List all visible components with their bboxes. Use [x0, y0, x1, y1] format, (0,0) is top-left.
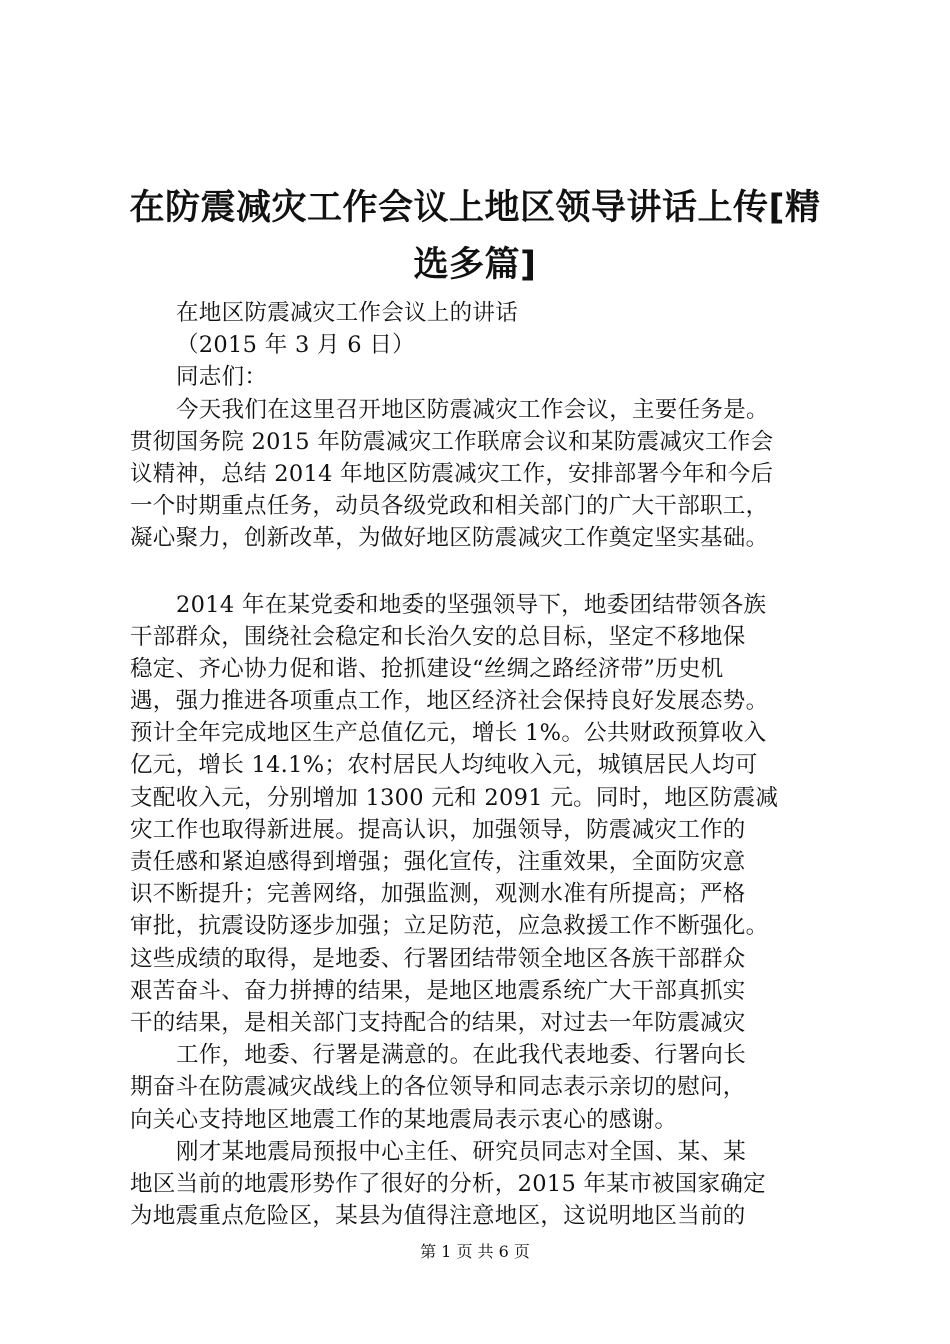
paragraph-2-line: 遇，强力推进各项重点工作，地区经济社会保持良好发展态势。: [130, 688, 769, 715]
paragraph-3-line: 期奋斗在防震减灾战线上的各位领导和同志表示亲切的慰问，: [130, 1074, 746, 1101]
paragraph-2-line: 预计全年完成地区生产总值亿元，增长 1%。公共财政预算收入: [130, 720, 767, 747]
title-line-2: 选多篇]: [413, 245, 537, 285]
paragraph-4-line: 刚才某地震局预报中心主任、研究员同志对全国、某、某: [176, 1138, 747, 1165]
paragraph-spacer: [130, 555, 850, 589]
document-body: [130, 297, 850, 1232]
paragraph-2-line: 责任感和紧迫感得到增强；强化宣传，注重效果，全面防灾意: [130, 849, 746, 875]
paragraph-2-line: 识不断提升；完善网络，加强监测，观测水准有所提高；严格: [130, 881, 746, 908]
paragraph-1-line: 凝心聚力，创新改革，为做好地区防震减灾工作奠定坚实基础。: [130, 525, 769, 552]
paragraph-2-line: 艰苦奋斗、奋力拼搏的结果，是地区地震系统广大干部真抓实: [130, 977, 746, 1004]
paragraph-2-line: 这些成绩的取得，是地委、行署团结带领全地区各族干部群众: [130, 945, 746, 972]
paragraph-2-line: 2014 年在某党委和地委的坚强领导下，地委团结带领各族: [176, 591, 767, 618]
paragraph-1-line: 议精神，总结 2014 年地区防震减灾工作，安排部署今年和今后: [130, 460, 774, 487]
paragraph-3-line: 向关心支持地区地震工作的某地震局表示衷心的感谢。: [130, 1106, 678, 1133]
paragraph-2-line: 干的结果，是相关部门支持配合的结果，对过去一年防震减灾: [130, 1009, 746, 1036]
paragraph-2-line: 干部群众，围绕社会稳定和长治久安的总目标，坚定不移地保: [130, 623, 746, 650]
title-line-1: 在防震减灾工作会议上地区领导讲话上传[精: [129, 188, 821, 228]
salutation: 同志们：: [176, 364, 268, 391]
paragraph-2-line: 支配收入元，分别增加 1300 元和 2091 元。同时，地区防震减: [130, 784, 779, 811]
paragraph-1-line: 贯彻国务院 2015 年防震减灾工作联席会议和某防震减灾工作会: [130, 428, 774, 455]
paragraph-1-line: 今天我们在这里召开地区防震减灾工作会议，主要任务是。: [176, 396, 769, 423]
paragraph-4-line: 为地震重点危险区，某县为值得注意地区，这说明地区当前的: [130, 1203, 746, 1230]
paragraph-1-line: 一个时期重点任务，动员各级党政和相关部门的广大干部职工，: [130, 493, 769, 520]
speech-date: （2015 年 3 月 6 日）: [176, 332, 415, 359]
page-footer: 第 1 页 共 6 页: [420, 1242, 530, 1261]
speech-heading: 在地区防震减灾工作会议上的讲话: [176, 300, 519, 326]
document-title: [120, 180, 830, 294]
paragraph-2-line: 稳定、齐心协力促和谐、抢抓建设“丝绸之路经济带”历史机: [130, 655, 724, 682]
paragraph-4-line: 地区当前的地震形势作了很好的分析，2015 年某市被国家确定: [130, 1170, 766, 1197]
paragraph-2-line: 亿元，增长 14.1%；农村居民人均纯收入元，城镇居民人均可: [130, 752, 758, 779]
paragraph-3-line: 工作，地委、行署是满意的。在此我代表地委、行署向长: [176, 1042, 747, 1069]
paragraph-2-line: 灾工作也取得新进展。提高认识，加强领导，防震减灾工作的: [130, 816, 746, 843]
paragraph-2-line: 审批，抗震设防逐步加强；立足防范，应急救援工作不断强化。: [130, 913, 769, 940]
